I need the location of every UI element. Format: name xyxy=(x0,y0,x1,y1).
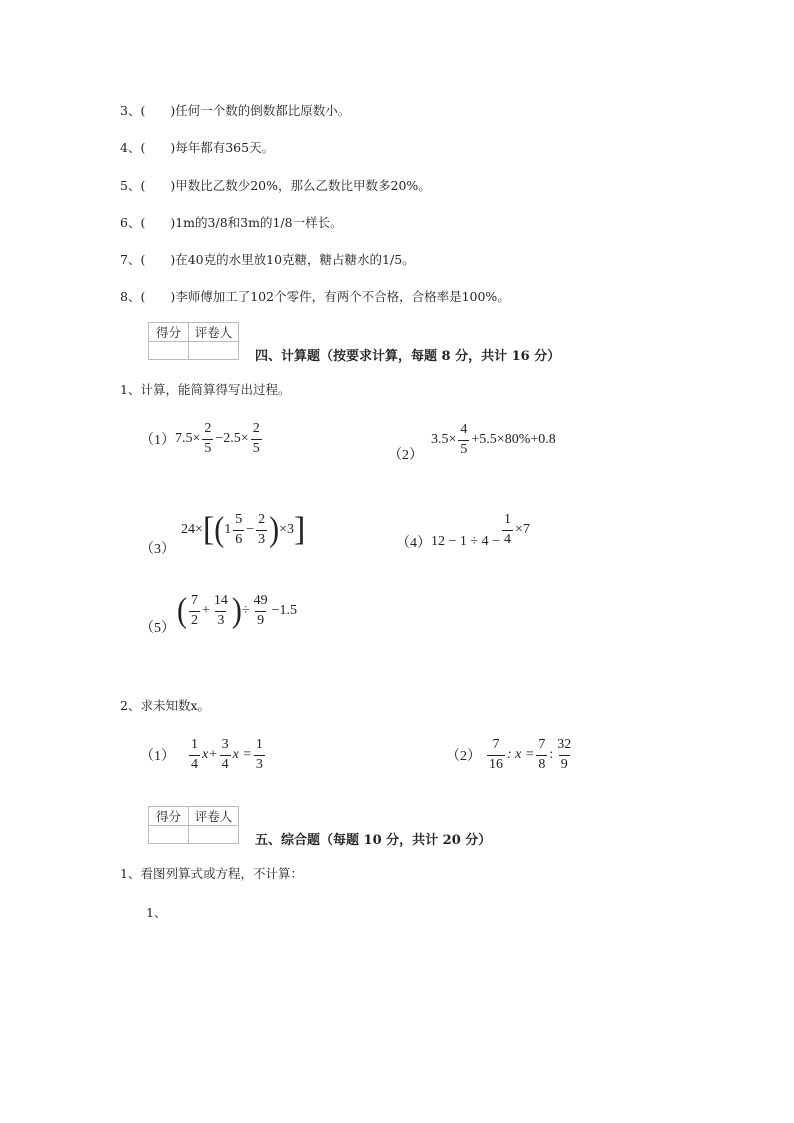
item-number: （2） xyxy=(446,749,481,765)
fraction: $\frac{7}{16}$ xyxy=(489,737,503,772)
bracket-close: ] xyxy=(294,511,306,548)
operator: ÷ xyxy=(241,603,250,618)
expr-part: −2.5× xyxy=(215,431,249,447)
item-number: （5） xyxy=(140,621,175,636)
fraction: $\frac{32}{9}$ xyxy=(557,737,572,772)
fraction: $\frac{1}{4}$ xyxy=(191,737,198,772)
score-box-section4 xyxy=(148,322,239,360)
expr-part: 7.5× xyxy=(175,431,201,447)
section4-question2: 2、求未知数x。 xyxy=(120,698,211,713)
answer-blank[interactable]: ( ) xyxy=(140,289,176,304)
grader-label: 评卷人 xyxy=(189,807,239,826)
answer-blank[interactable]: ( ) xyxy=(140,103,176,118)
paren-close: ) xyxy=(269,510,280,549)
paren-open: ( xyxy=(214,510,225,549)
answer-blank[interactable]: ( ) xyxy=(140,178,176,193)
calc-item-5 xyxy=(140,585,297,637)
operator: + xyxy=(202,603,210,618)
expr-part: 12 − 1 ÷ 4 − xyxy=(431,534,500,549)
expr-part: : x = xyxy=(507,747,535,763)
item-number: （1） xyxy=(140,433,175,449)
answer-blank[interactable]: ( ) xyxy=(140,215,176,230)
grader-label: 评卷人 xyxy=(189,323,239,342)
score-box-section5 xyxy=(148,806,239,844)
calc-item-1 xyxy=(140,422,264,456)
paren-open: ( xyxy=(177,591,187,630)
section5-title: 五、综合题（每题 10 分，共计 20 分） xyxy=(255,833,492,848)
score-label: 得分 xyxy=(149,323,189,342)
fraction: $\frac{4}{5}$ xyxy=(460,421,468,457)
item-number: （4） xyxy=(396,536,431,551)
fraction: $\frac{2}{5}$ xyxy=(252,421,260,456)
section4-question1: 1、计算，能简算得写出过程。 xyxy=(120,382,291,397)
grader-cell[interactable] xyxy=(189,826,239,844)
fraction: $\frac{7}{8}$ xyxy=(538,737,546,772)
fraction: $\frac{5}{6}$ xyxy=(235,511,243,547)
judgment-item-3: 3、( )任何一个数的倒数都比原数小。 xyxy=(120,103,351,118)
score-cell[interactable] xyxy=(149,342,189,360)
score-cell[interactable] xyxy=(149,826,189,844)
expr-part: x = xyxy=(232,747,252,763)
item-number: （3） xyxy=(140,542,175,557)
judgment-item-8: 8、( )李师傅加工了102个零件，有两个不合格，合格率是100%。 xyxy=(120,289,510,304)
equation-1 xyxy=(140,738,267,772)
bracket-open: [ xyxy=(202,511,215,548)
item-number: （2） xyxy=(388,448,423,463)
operator: : xyxy=(549,747,554,763)
expr-part: ×7 xyxy=(514,522,530,537)
section4-title: 四、计算题（按要求计算，每题 8 分，共计 16 分） xyxy=(255,349,561,364)
fraction: $\frac{2}{3}$ xyxy=(258,511,266,547)
judgment-item-7: 7、( )在40克的水里放10克糖，糖占糖水的1/5。 xyxy=(120,252,415,267)
section5-question1: 1、看图列算式或方程，不计算： xyxy=(120,866,303,881)
judgment-item-5: 5、( )甲数比乙数少20%，那么乙数比甲数多20%。 xyxy=(120,178,431,193)
fraction: $\frac{1}{4}$ xyxy=(503,511,511,547)
calc-item-3 xyxy=(140,502,305,558)
paren-close: ) xyxy=(231,591,242,630)
operator: − xyxy=(246,522,255,537)
judgment-item-4: 4、( )每年都有365天。 xyxy=(120,140,275,155)
judgment-item-6: 6、( )1m的3/8和3m的1/8一样长。 xyxy=(120,215,343,230)
fraction: $\frac{14}{3}$ xyxy=(213,592,228,628)
answer-blank[interactable]: ( ) xyxy=(140,252,176,267)
fraction: $\frac{49}{9}$ xyxy=(253,592,268,628)
fraction: $\frac{2}{5}$ xyxy=(204,421,212,456)
equation-2 xyxy=(446,738,575,772)
score-label: 得分 xyxy=(149,807,189,826)
item-number: （1） xyxy=(140,749,175,765)
section5-sub1: 1、 xyxy=(146,905,167,920)
fraction: $\frac{7}{2}$ xyxy=(191,592,198,628)
expr-part: ×3 xyxy=(279,522,295,537)
expr-part: +5.5×80%+0.8 xyxy=(471,432,556,447)
expr-part: x+ xyxy=(202,747,218,763)
calc-item-2 xyxy=(388,422,556,464)
answer-blank[interactable]: ( ) xyxy=(140,140,176,155)
fraction: $\frac{1}{3}$ xyxy=(255,737,263,772)
fraction: $\frac{3}{4}$ xyxy=(221,737,229,772)
calc-item-4 xyxy=(396,508,530,552)
expr-part: −1.5 xyxy=(271,603,297,618)
expr-part: 3.5× xyxy=(431,432,457,447)
mixed-whole: 1 xyxy=(224,522,232,537)
grader-cell[interactable] xyxy=(189,342,239,360)
expr-part: 24× xyxy=(181,522,203,537)
